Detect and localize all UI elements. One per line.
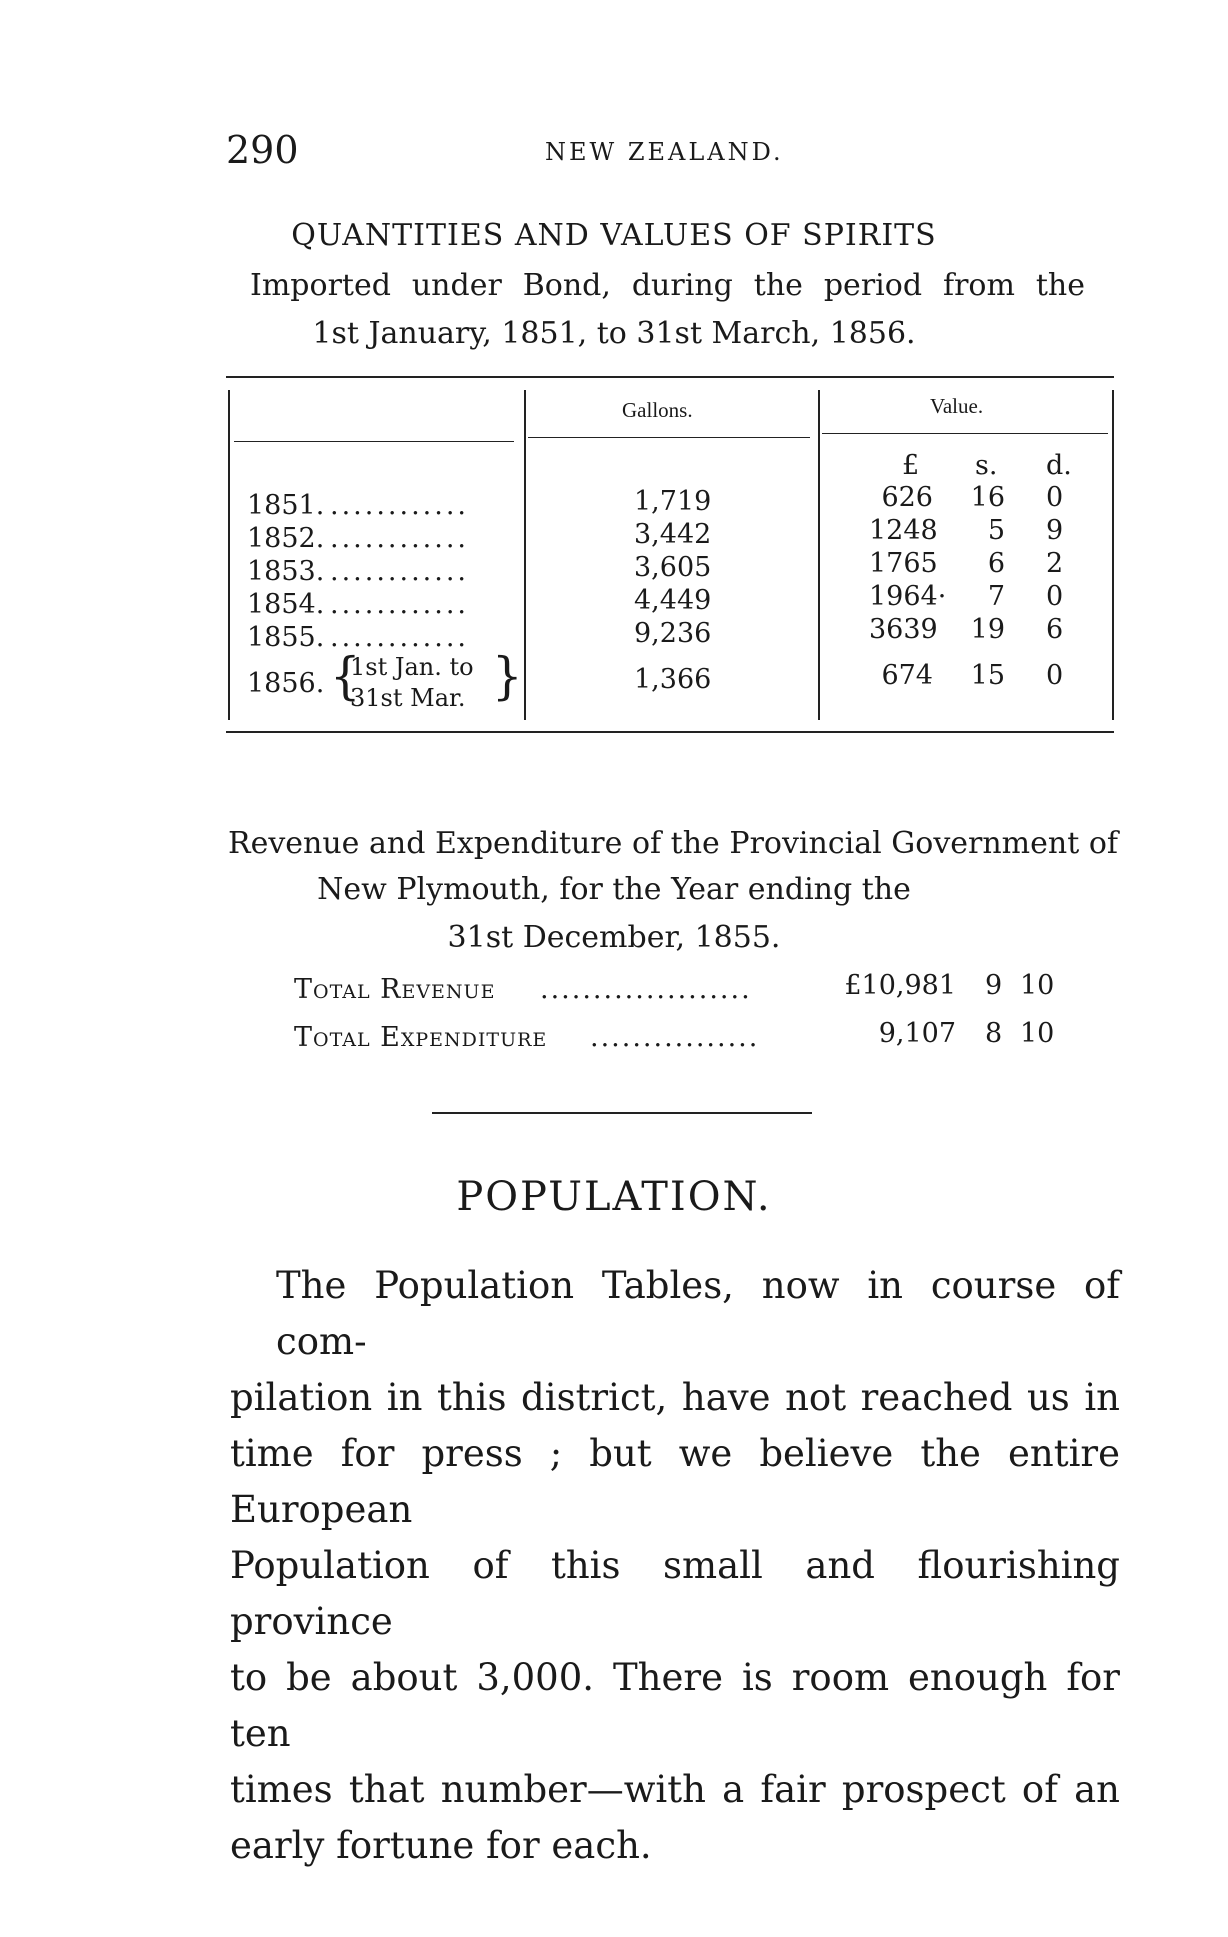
row-year: 1856.: [247, 668, 325, 699]
table-top-rule: [226, 376, 1114, 378]
row-pounds: 1248: [869, 515, 938, 546]
row-period-from: 1st Jan. to: [350, 653, 474, 681]
running-title: NEW ZEALAND.: [545, 138, 784, 166]
table-bottom-rule: [226, 731, 1114, 733]
population-heading: POPULATION.: [456, 1174, 772, 1220]
revenue-title-2: New Plymouth, for the Year ending the: [317, 872, 911, 907]
page-number: 290: [226, 128, 299, 172]
total-revenue-shillings: 9: [985, 970, 1003, 1001]
table-right-rule: [1112, 390, 1114, 720]
row-period-to: 31st Mar.: [350, 684, 466, 712]
row-pounds: 626: [881, 482, 933, 513]
paragraph-line: pilation in this district, have not reached us in: [230, 1376, 1120, 1419]
right-brace: }: [492, 646, 523, 706]
row-shillings: 19: [970, 614, 1005, 645]
table-col-rule-1: [524, 390, 526, 720]
unit-shillings: s.: [975, 450, 998, 481]
row-pounds: 674: [881, 660, 933, 691]
total-expenditure-pence: 10: [1020, 1018, 1055, 1049]
row-year: 1853.: [247, 556, 325, 587]
row-shillings: 7: [987, 581, 1005, 612]
row-leader: ............: [330, 523, 469, 554]
row-pence: 6: [1046, 614, 1064, 645]
row-pounds: 1765: [869, 548, 938, 579]
row-year: 1855.: [247, 622, 325, 653]
row-shillings: 15: [970, 660, 1005, 691]
paragraph-line: time for press ; but we believe the entire European: [230, 1432, 1120, 1531]
row-shillings: 6: [987, 548, 1005, 579]
row-pence: 9: [1046, 515, 1064, 546]
table-col-rule-2: [818, 390, 820, 720]
total-expenditure-shillings: 8: [985, 1018, 1003, 1049]
row-pence: 2: [1046, 548, 1064, 579]
total-expenditure-label: Total Expenditure: [294, 1022, 548, 1053]
paragraph-line: Population of this small and flourishing province: [230, 1544, 1120, 1643]
spirits-subtitle-2: 1st January, 1851, to 31st March, 1856.: [312, 316, 916, 351]
paragraph-line: times that number—with a fair prospect of an: [230, 1768, 1120, 1811]
paragraph-line: The Population Tables, now in course of com-: [276, 1264, 1120, 1363]
total-revenue-pounds: £10,981: [844, 970, 956, 1001]
row-gallons: 3,605: [634, 552, 712, 583]
unit-pence: d.: [1046, 450, 1072, 481]
row-shillings: 5: [987, 515, 1005, 546]
unit-pounds: £: [902, 450, 920, 481]
row-leader: ............: [330, 556, 469, 587]
row-year: 1851.: [247, 490, 325, 521]
paragraph-line: early fortune for each.: [230, 1824, 652, 1867]
row-pounds: 1964·: [869, 581, 947, 612]
left-brace: {: [330, 646, 361, 706]
table-header-rule-2: [528, 437, 810, 438]
spirits-subtitle-1: Imported under Bond, during the period from the: [250, 268, 1085, 303]
row-pence: 0: [1046, 660, 1064, 691]
row-gallons: 3,442: [634, 519, 712, 550]
col-gallons-header: Gallons.: [622, 398, 693, 422]
revenue-title-1: Revenue and Expenditure of the Provincial Government of: [228, 826, 1118, 861]
total-revenue-leader: ....................: [540, 974, 752, 1005]
spirits-title: QUANTITIES AND VALUES OF SPIRITS: [291, 218, 937, 253]
paragraph-line: to be about 3,000. There is room enough for ten: [230, 1656, 1120, 1755]
col-value-header: Value.: [930, 394, 984, 418]
row-leader: ............: [330, 490, 469, 521]
total-expenditure-leader: ................: [590, 1022, 760, 1053]
row-year: 1854.: [247, 589, 325, 620]
population-paragraph: [230, 1258, 1120, 1874]
table-left-rule: [228, 390, 230, 720]
row-leader: ............: [330, 622, 469, 653]
row-pence: 0: [1046, 581, 1064, 612]
section-divider: [432, 1112, 812, 1114]
total-revenue-pence: 10: [1020, 970, 1055, 1001]
row-gallons: 4,449: [634, 585, 712, 616]
row-pounds: 3639: [869, 614, 938, 645]
row-pence: 0: [1046, 482, 1064, 513]
row-shillings: 16: [970, 482, 1005, 513]
total-expenditure-pounds: 9,107: [878, 1018, 956, 1049]
table-header-rule-3: [822, 433, 1108, 434]
row-gallons: 1,366: [634, 664, 712, 695]
table-header-rule-1: [234, 441, 514, 442]
total-revenue-label: Total Revenue: [294, 974, 496, 1005]
revenue-title-3: 31st December, 1855.: [447, 920, 781, 955]
row-leader: ............: [330, 589, 469, 620]
row-gallons: 1,719: [634, 486, 712, 517]
row-year: 1852.: [247, 523, 325, 554]
row-gallons: 9,236: [634, 618, 712, 649]
